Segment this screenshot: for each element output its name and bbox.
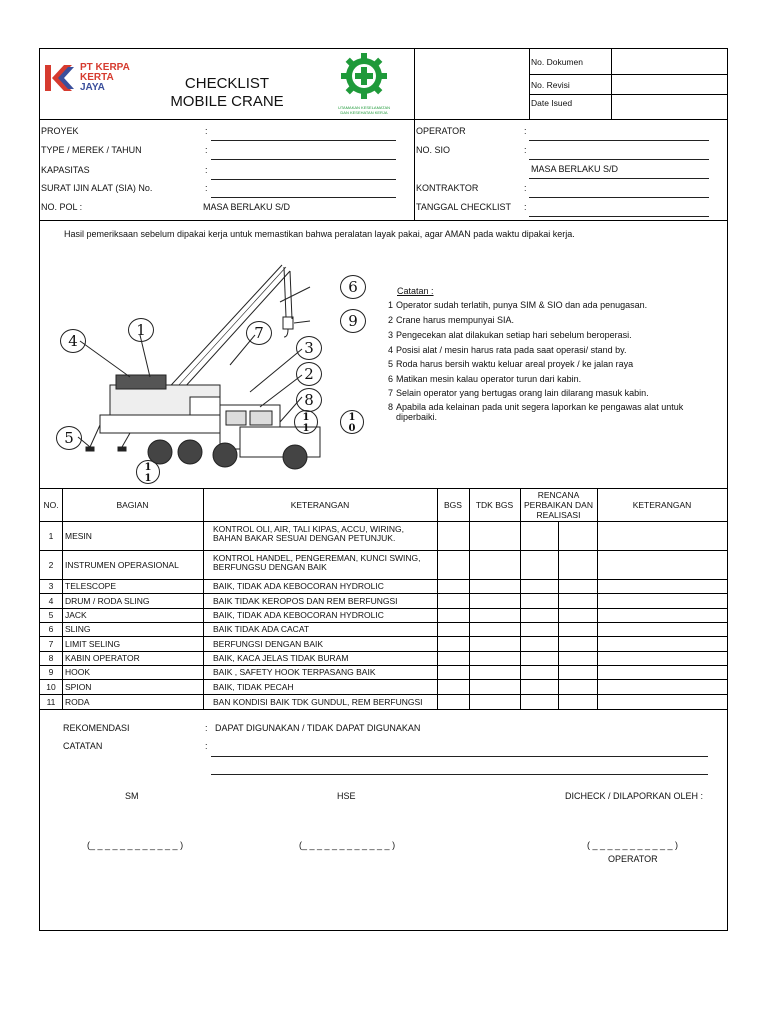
checklist-form (39, 48, 728, 931)
operator-input[interactable] (529, 140, 709, 141)
diagram-label-6: 6 (340, 275, 366, 299)
note-item: 3 Pengecekan alat dilakukan setiap hari sebelum beroperasi. (388, 330, 632, 340)
sia-input[interactable] (211, 197, 396, 198)
intro-text: Hasil pemeriksaan sebelum dipakai kerja untuk memastikan bahwa peralatan layak pakai, agar AMAN pada waktu dipakai kerja. (64, 229, 575, 239)
row-keterangan: BAIK, TIDAK ADA KEBOCORAN HYDROLIC (213, 581, 384, 591)
row-keterangan: BAIK TIDAK KEROPOS DAN REM BERFUNGSI (213, 595, 398, 606)
row-bagian: SLING (65, 624, 91, 634)
diagram-label-5: 5 (56, 426, 82, 450)
row-no: 1 (48, 530, 54, 541)
dicheck-label: DICHECK / DILAPORKAN OLEH : (565, 791, 704, 801)
masa-berlaku-left-label: MASA BERLAKU S/D (203, 202, 291, 212)
no-sio-input[interactable] (529, 159, 709, 160)
note-item: 7 Selain operator yang bertugas orang lain dilarang masuk kabin. (388, 388, 649, 398)
header-no: NO. (43, 499, 59, 510)
company-logo (44, 63, 78, 93)
row-no: 6 (48, 624, 54, 634)
row-keterangan-line2: BAHAN BAKAR SESUAI DENGAN PETUNJUK. (213, 533, 396, 543)
catatan-input-1[interactable] (211, 756, 708, 757)
note-item: 1 Operator sudah terlatih, punya SIM & SIO dan ada penugasan. (388, 300, 648, 310)
masa-berlaku-input[interactable] (529, 178, 709, 179)
diagram-label-10: 1 0 (340, 410, 364, 434)
row-bagian: SPION (65, 681, 92, 692)
row-keterangan-line1: KONTROL HANDEL, PENGEREMAN, KUNCI SWING, (213, 553, 421, 563)
row-keterangan: BAIK, TIDAK PECAH (213, 681, 294, 692)
colon: : (524, 126, 527, 136)
colon: : (205, 723, 208, 733)
colon: : (524, 145, 527, 155)
kontraktor-label: KONTRAKTOR (416, 183, 479, 193)
k3-logo (332, 52, 396, 115)
diagram-label-7: 7 (246, 321, 272, 345)
checklist-table (40, 488, 727, 710)
colon: : (205, 165, 208, 175)
header-rencana (520, 490, 597, 520)
row-keterangan (213, 525, 404, 543)
row-no: 5 (48, 610, 54, 620)
colon: : (524, 183, 527, 193)
row-keterangan: BAIK TIDAK ADA CACAT (213, 624, 310, 634)
proyek-label: PROYEK (41, 126, 79, 136)
row-no: 11 (46, 696, 56, 707)
row-bagian: DRUM / RODA SLING (65, 595, 150, 606)
kontraktor-input[interactable] (529, 197, 709, 198)
tanggal-checklist-label: TANGGAL CHECKLIST (416, 202, 512, 212)
header-rencana-2: PERBAIKAN DAN (524, 500, 593, 510)
row-keterangan: BAIK, TIDAK ADA KEBOCORAN HYDROLIC (213, 610, 384, 620)
header-keterangan: KETERANGAN (290, 499, 350, 510)
notes (388, 286, 724, 426)
diagram-label-11b: 1 1 (136, 460, 160, 484)
no-dokumen-label: No. Dokumen (531, 57, 583, 67)
colon: : (205, 145, 208, 155)
header-bgs: BGS (444, 499, 462, 510)
row-no: 8 (48, 653, 54, 663)
row-bagian: TELESCOPE (65, 581, 117, 591)
row-no: 9 (48, 667, 54, 677)
date-issued-label: Date Isued (531, 98, 573, 108)
diagram-label-11: 1 1 (294, 410, 318, 434)
rekomendasi-value[interactable]: DAPAT DIGUNAKAN / TIDAK DAPAT DIGUNAKAN (215, 723, 421, 733)
row-bagian: HOOK (65, 667, 91, 677)
hse-signature-line[interactable]: (_ _ _ _ _ _ _ _ _ _ _ _ ) (299, 840, 396, 850)
no-sio-label: NO. SIO (416, 145, 451, 155)
note-item-cont: diperbaiki. (396, 412, 438, 422)
diagram-label-1: 1 (128, 318, 154, 342)
company-name-line2: KERTA (80, 72, 114, 83)
header-tdk-bgs: TDK BGS (475, 499, 514, 510)
company-name-line1: PT KERPA (80, 62, 130, 73)
note-item: 5 Roda harus bersih waktu keluar areal proyek / ke jalan raya (388, 359, 634, 369)
no-revisi-label: No. Revisi (531, 80, 570, 90)
row-bagian: MESIN (65, 530, 92, 541)
sm-label: SM (125, 791, 139, 801)
row-no: 7 (48, 638, 54, 649)
form-title-line1: CHECKLIST (184, 75, 270, 92)
sm-signature-line[interactable]: (_ _ _ _ _ _ _ _ _ _ _ _ ) (87, 840, 184, 850)
row-no: 3 (48, 581, 54, 591)
row-bagian: INSTRUMEN OPERASIONAL (65, 559, 179, 570)
diagram-label-9: 9 (340, 309, 366, 333)
crane-diagram (50, 247, 380, 487)
row-keterangan: BAIK, KACA JELAS TIDAK BURAM (213, 653, 349, 663)
diagram-label-8: 8 (296, 388, 322, 412)
notes-title: Catatan : (397, 286, 434, 296)
proyek-input[interactable] (211, 140, 396, 141)
row-no: 4 (48, 595, 54, 606)
colon: : (205, 126, 208, 136)
type-merek-input[interactable] (211, 159, 396, 160)
colon: : (205, 741, 208, 751)
kapasitas-input[interactable] (211, 179, 396, 180)
k3-logo-caption-1: UTAMAKAN KESELAMATAN (337, 105, 390, 110)
row-bagian: LIMIT SELING (65, 638, 121, 649)
company-name-line3: JAYA (80, 82, 105, 93)
form-title-line2: MOBILE CRANE (170, 93, 284, 110)
row-keterangan-line2: BERFUNGSU DENGAN BAIK (213, 562, 327, 572)
row-keterangan: BAIK , SAFETY HOOK TERPASANG BAIK (213, 667, 376, 677)
kapasitas-label: KAPASITAS (41, 165, 90, 175)
operator-label: OPERATOR (416, 126, 466, 136)
diagram-label-2: 2 (296, 362, 322, 386)
diagram-label-3: 3 (296, 336, 322, 360)
type-merek-label: TYPE / MEREK / TAHUN (41, 145, 142, 155)
header-rencana-3: REALISASI (536, 510, 581, 520)
catatan-label: CATATAN (63, 741, 103, 751)
company-name (80, 63, 130, 93)
note-item: 4 Posisi alat / mesin harus rata pada saat operasi/ stand by. (388, 345, 627, 355)
sia-label: SURAT IJIN ALAT (SIA) No. (41, 183, 153, 193)
header-rencana-1: RENCANA (537, 490, 580, 500)
note-item: 2 Crane harus mempunyai SIA. (388, 315, 515, 325)
form-title (160, 75, 294, 111)
rekomendasi-label: REKOMENDASI (63, 723, 130, 733)
row-bagian: KABIN OPERATOR (65, 653, 140, 663)
hse-label: HSE (337, 791, 356, 801)
header-bagian: BAGIAN (116, 499, 149, 510)
row-no: 2 (48, 559, 54, 570)
k3-logo-caption-2: DAN KESEHATAN KERJA (340, 110, 388, 115)
no-pol-label: NO. POL : (41, 202, 83, 212)
diagram-label-4: 4 (60, 329, 86, 353)
row-keterangan: BERFUNGSI DENGAN BAIK (213, 638, 324, 649)
catatan-input-2[interactable] (211, 774, 708, 775)
colon: : (205, 183, 208, 193)
operator-sign-label: OPERATOR (608, 854, 658, 864)
masa-berlaku-right-label: MASA BERLAKU S/D (531, 164, 619, 174)
tanggal-checklist-input[interactable] (529, 216, 709, 217)
row-keterangan-line1: KONTROL OLI, AIR, TALI KIPAS, ACCU, WIRING, (213, 524, 404, 534)
operator-signature-line[interactable]: ( _ _ _ _ _ _ _ _ _ _ _ ) (587, 840, 679, 850)
note-item: 8 Apabila ada kelainan pada unit segera laporkan ke pengawas alat untuk (388, 402, 684, 412)
note-item: 6 Matikan mesin kalau operator turun dari kabin. (388, 374, 582, 384)
colon: : (524, 202, 527, 212)
row-keterangan: BAN KONDISI BAIK TDK GUNDUL, REM BERFUNGSI (213, 696, 423, 707)
row-no: 10 (46, 681, 56, 692)
row-bagian: RODA (65, 696, 90, 707)
row-bagian: JACK (65, 610, 87, 620)
row-keterangan (213, 554, 421, 572)
header-keterangan-2: KETERANGAN (632, 499, 692, 510)
